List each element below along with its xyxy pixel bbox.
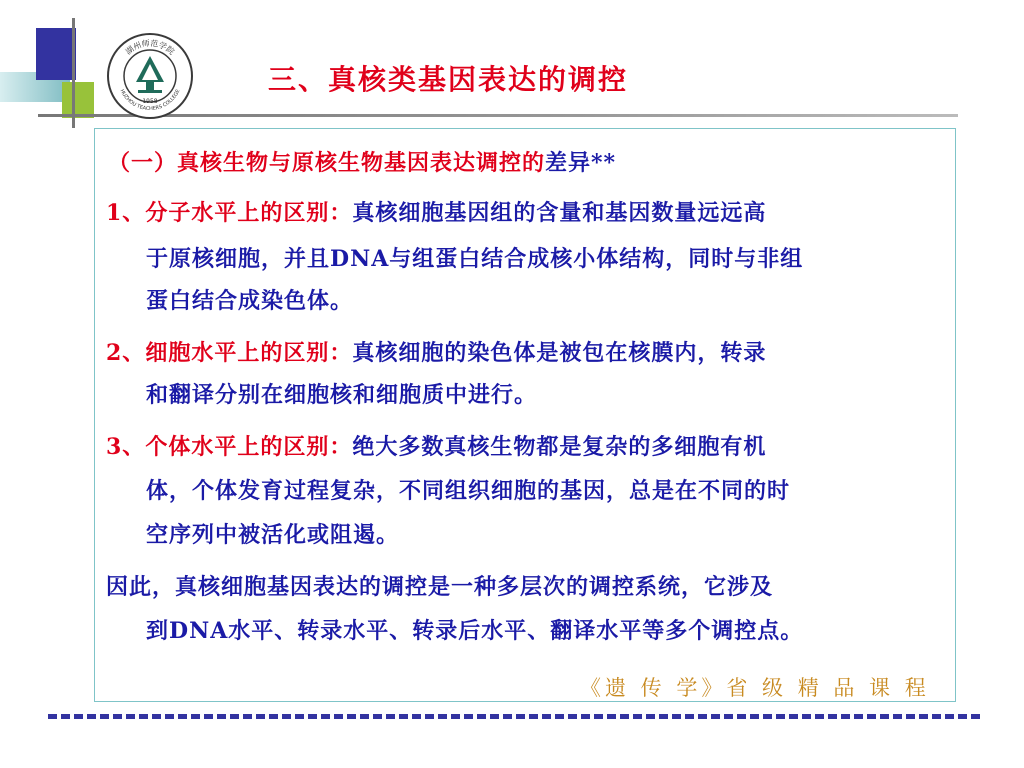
logo-text-bottom: HUZHOU TEACHERS COLLEGE [118, 88, 182, 113]
point-1-number: 1、 [106, 200, 146, 226]
decor-dashed-line [48, 714, 982, 719]
heading-diff: 差异 [545, 150, 592, 176]
section-heading [108, 146, 616, 177]
point-2-number: 2、 [106, 340, 146, 366]
course-footer: 《遗 传 学》省 级 精 品 课 程 [580, 676, 930, 700]
point-3-line-3: 空序列中被活化或阻遏。 [146, 522, 400, 548]
point-3-number: 3、 [106, 434, 146, 460]
conclusion-line-1: 因此，真核细胞基因表达的调控是一种多层次的调控系统，它涉及 [106, 574, 774, 600]
point-3-label: 个体水平上的区别： [145, 434, 353, 460]
decor-green-block [62, 82, 94, 118]
decor-vertical-line [72, 18, 75, 128]
heading-stars: ** [591, 150, 617, 176]
logo-text-top: 湖州师范学院 [123, 38, 177, 57]
point-1-text: 真核细胞基因组的含量和基因数量远远高 [352, 200, 767, 226]
logo-year: 1958 [142, 98, 158, 105]
point-2-line-2: 和翻译分别在细胞核和细胞质中进行。 [146, 382, 538, 408]
decor-blue-block [36, 28, 76, 80]
point-2-label: 细胞水平上的区别： [145, 340, 353, 366]
point-2-text: 真核细胞的染色体是被包在核膜内，转录 [352, 340, 767, 366]
point-3-text: 绝大多数真核生物都是复杂的多细胞有机 [352, 434, 767, 460]
slide-title: 三、真核类基因表达的调控 [268, 63, 629, 96]
college-logo [106, 32, 194, 120]
point-3-line-1 [106, 430, 766, 461]
conclusion-line-2: 到DNA水平、转录水平、转录后水平、翻译水平等多个调控点。 [146, 618, 804, 644]
heading-open: （一） [108, 150, 178, 176]
point-2-line-1 [106, 336, 766, 367]
point-1-line-3: 蛋白结合成染色体。 [146, 288, 354, 314]
point-1-label: 分子水平上的区别： [145, 200, 353, 226]
point-1-line-2: 于原核细胞，并且DNA与组蛋白结合成核小体结构，同时与非组 [146, 246, 804, 272]
point-3-line-2: 体，个体发育过程复杂，不同组织细胞的基因，总是在不同的时 [146, 478, 791, 504]
heading-text: 真核生物与原核生物基因表达调控的 [177, 150, 546, 176]
point-1-line-1 [106, 196, 766, 227]
